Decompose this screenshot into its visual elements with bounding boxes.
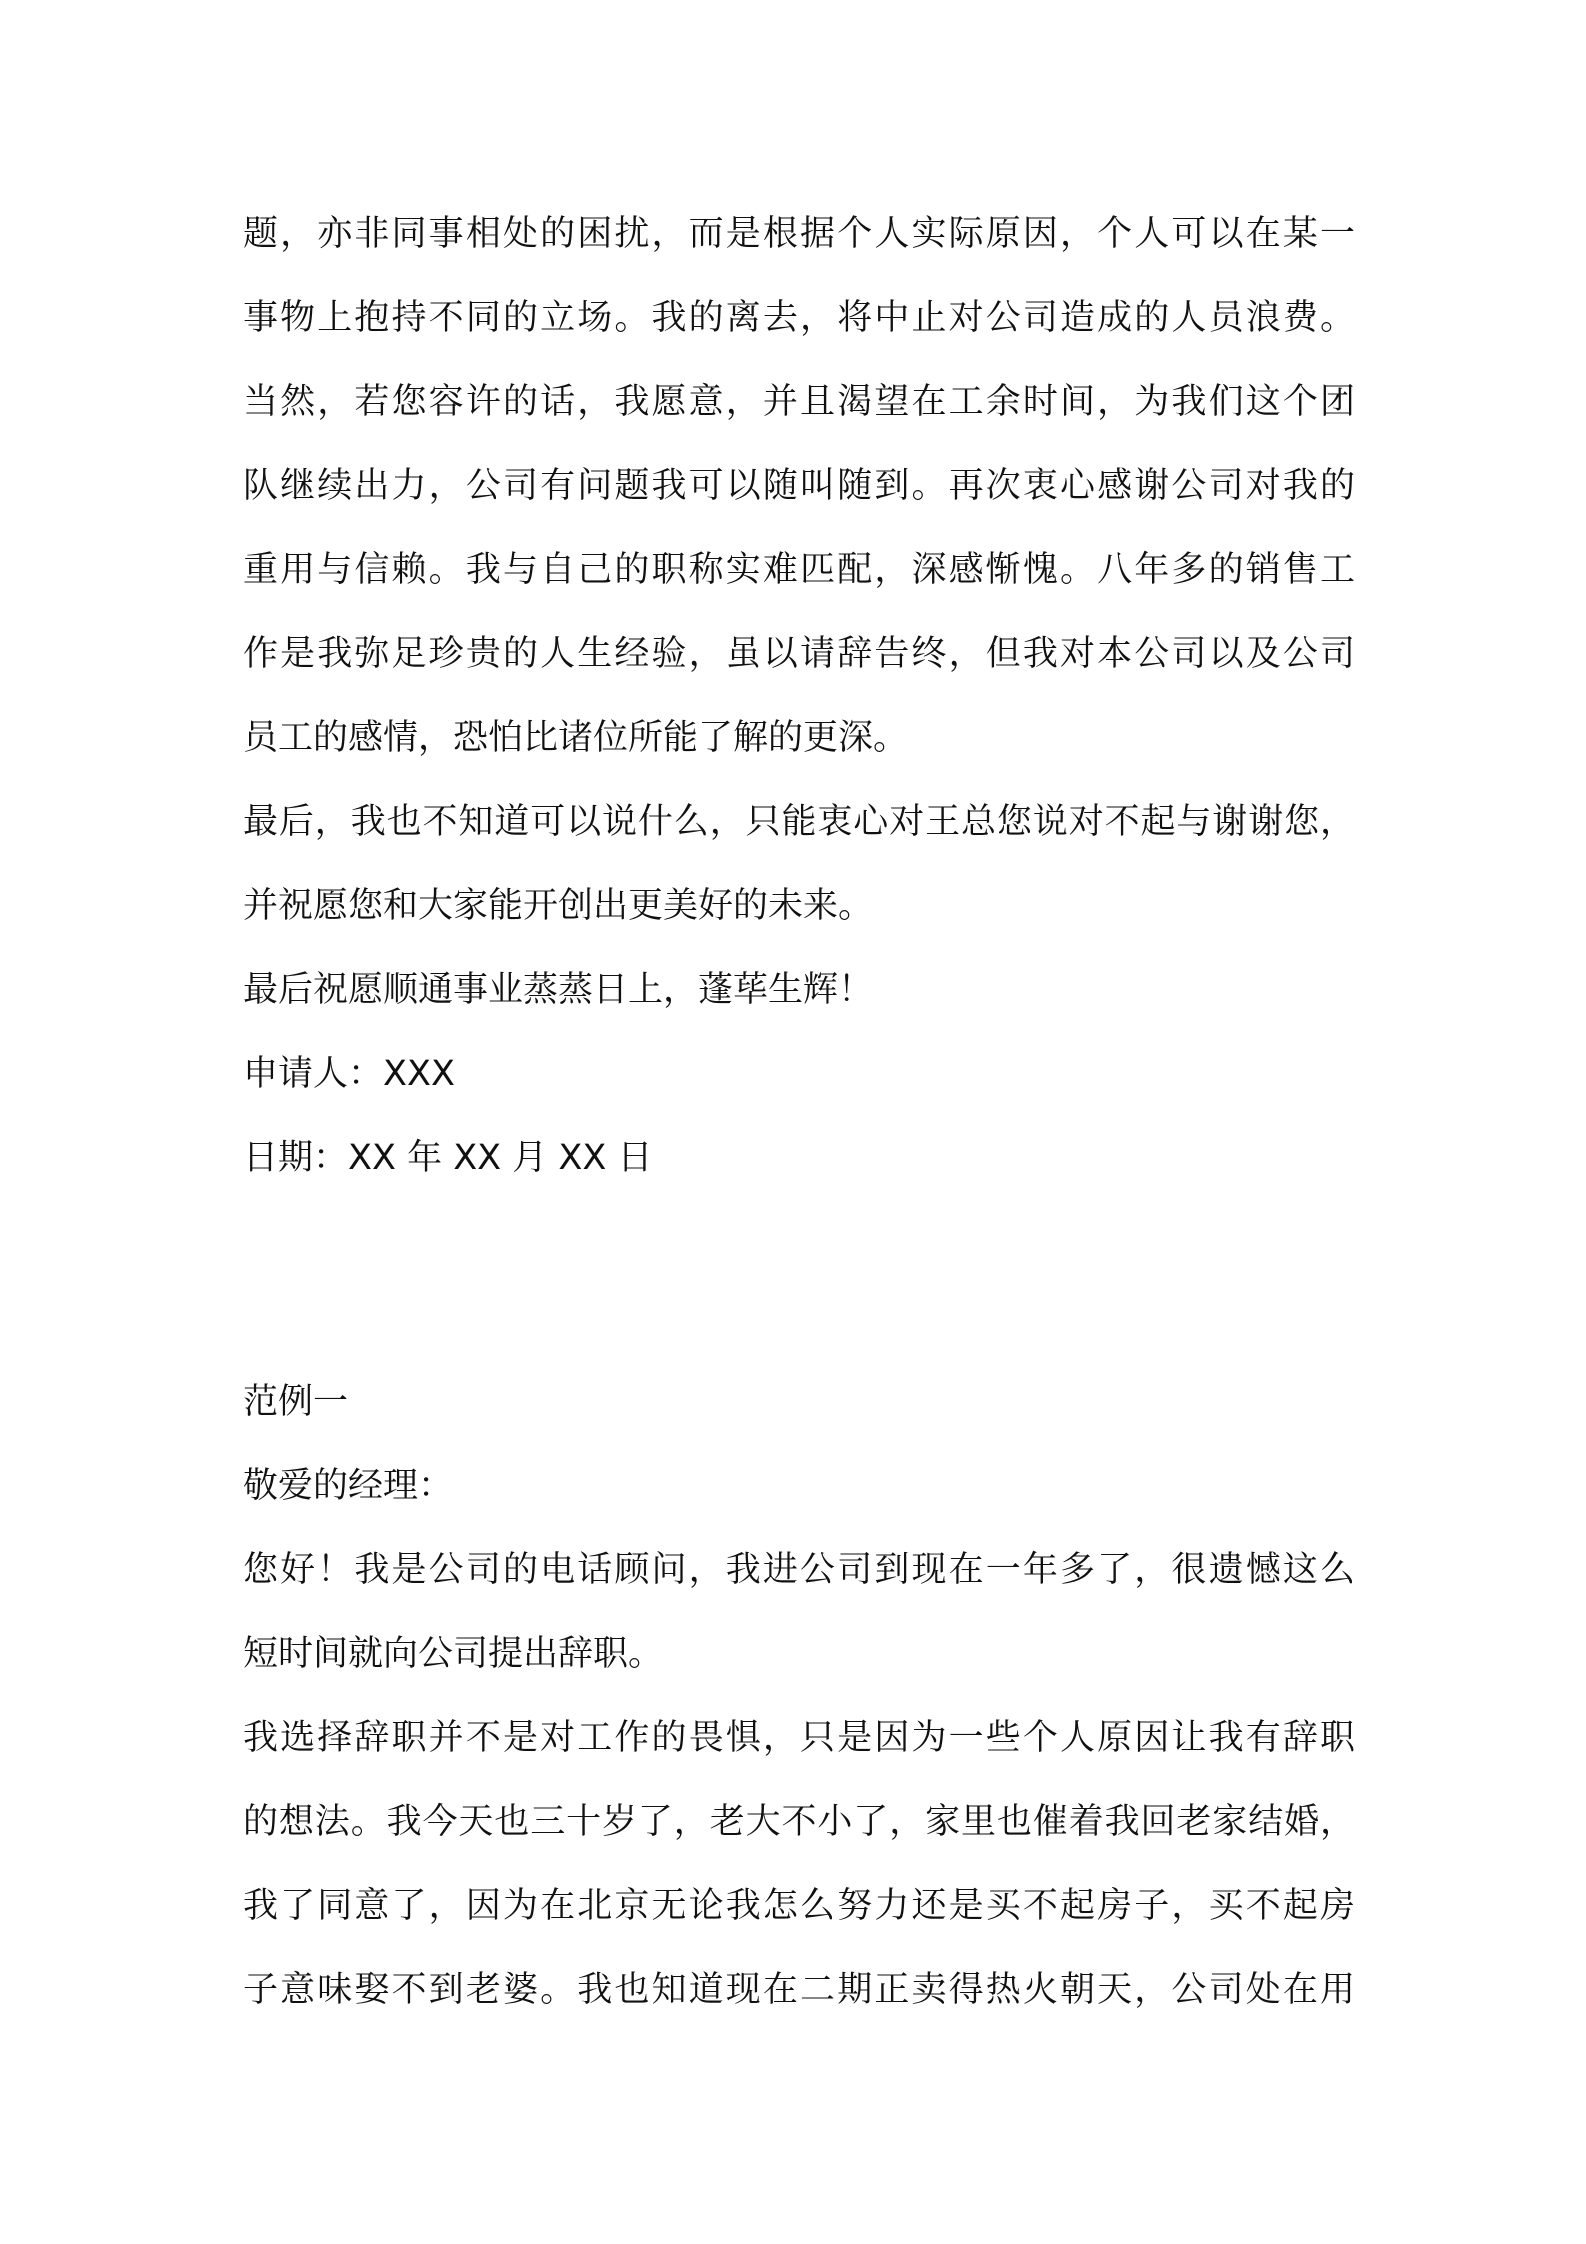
paragraph-line: 您好！我是公司的电话顾问，我进公司到现在一年多了，很遗憾这么 bbox=[243, 1550, 1355, 1590]
paragraph-line: 并祝愿您和大家能开创出更美好的未来。 bbox=[243, 886, 874, 926]
paragraph-line: 当然，若您容许的话，我愿意，并且渴望在工余时间，为我们这个团 bbox=[243, 382, 1355, 422]
date-line: 日期：XX 年 XX 月 XX 日 bbox=[243, 1138, 653, 1178]
paragraph-line: 的想法。我今天也三十岁了，老大不小了，家里也催着我回老家结婚， bbox=[243, 1802, 1355, 1842]
paragraph-line: 最后，我也不知道可以说什么，只能衷心对王总您说对不起与谢谢您， bbox=[243, 802, 1355, 842]
salutation: 敬爱的经理： bbox=[243, 1466, 454, 1506]
paragraph-line: 员工的感情，恐怕比诸位所能了解的更深。 bbox=[243, 718, 909, 758]
example-heading: 范例一 bbox=[243, 1382, 349, 1422]
document-body bbox=[243, 192, 1355, 2032]
paragraph-line: 子意味娶不到老婆。我也知道现在二期正卖得热火朝天，公司处在用 bbox=[243, 1970, 1355, 2010]
closing-paragraph bbox=[243, 780, 1355, 948]
paragraph-line: 事物上抱持不同的立场。我的离去，将中止对公司造成的人员浪费。 bbox=[243, 298, 1355, 338]
paragraph-line: 队继续出力，公司有问题我可以随叫随到。再次衷心感谢公司对我的 bbox=[243, 466, 1355, 506]
paragraph-line: 重用与信赖。我与自己的职称实难匹配，深感惭愧。八年多的销售工 bbox=[243, 550, 1355, 590]
paragraph-line: 我选择辞职并不是对工作的畏惧，只是因为一些个人原因让我有辞职 bbox=[243, 1718, 1355, 1758]
applicant-line: 申请人：XXX bbox=[243, 1054, 455, 1094]
paragraph-line: 作是我弥足珍贵的人生经验，虽以请辞告终，但我对本公司以及公司 bbox=[243, 634, 1355, 674]
paragraph-line: 我了同意了，因为在北京无论我怎么努力还是买不起房子，买不起房 bbox=[243, 1886, 1355, 1926]
wish-line: 最后祝愿顺通事业蒸蒸日上，蓬荜生辉！ bbox=[243, 970, 874, 1010]
continued-paragraph bbox=[243, 192, 1355, 780]
example-paragraph-2 bbox=[243, 1696, 1355, 2032]
paragraph-line: 题，亦非同事相处的困扰，而是根据个人实际原因，个人可以在某一 bbox=[243, 214, 1355, 254]
paragraph-line: 短时间就向公司提出辞职。 bbox=[243, 1634, 664, 1674]
section-gap bbox=[243, 1200, 1355, 1360]
example-paragraph-1 bbox=[243, 1528, 1355, 1696]
